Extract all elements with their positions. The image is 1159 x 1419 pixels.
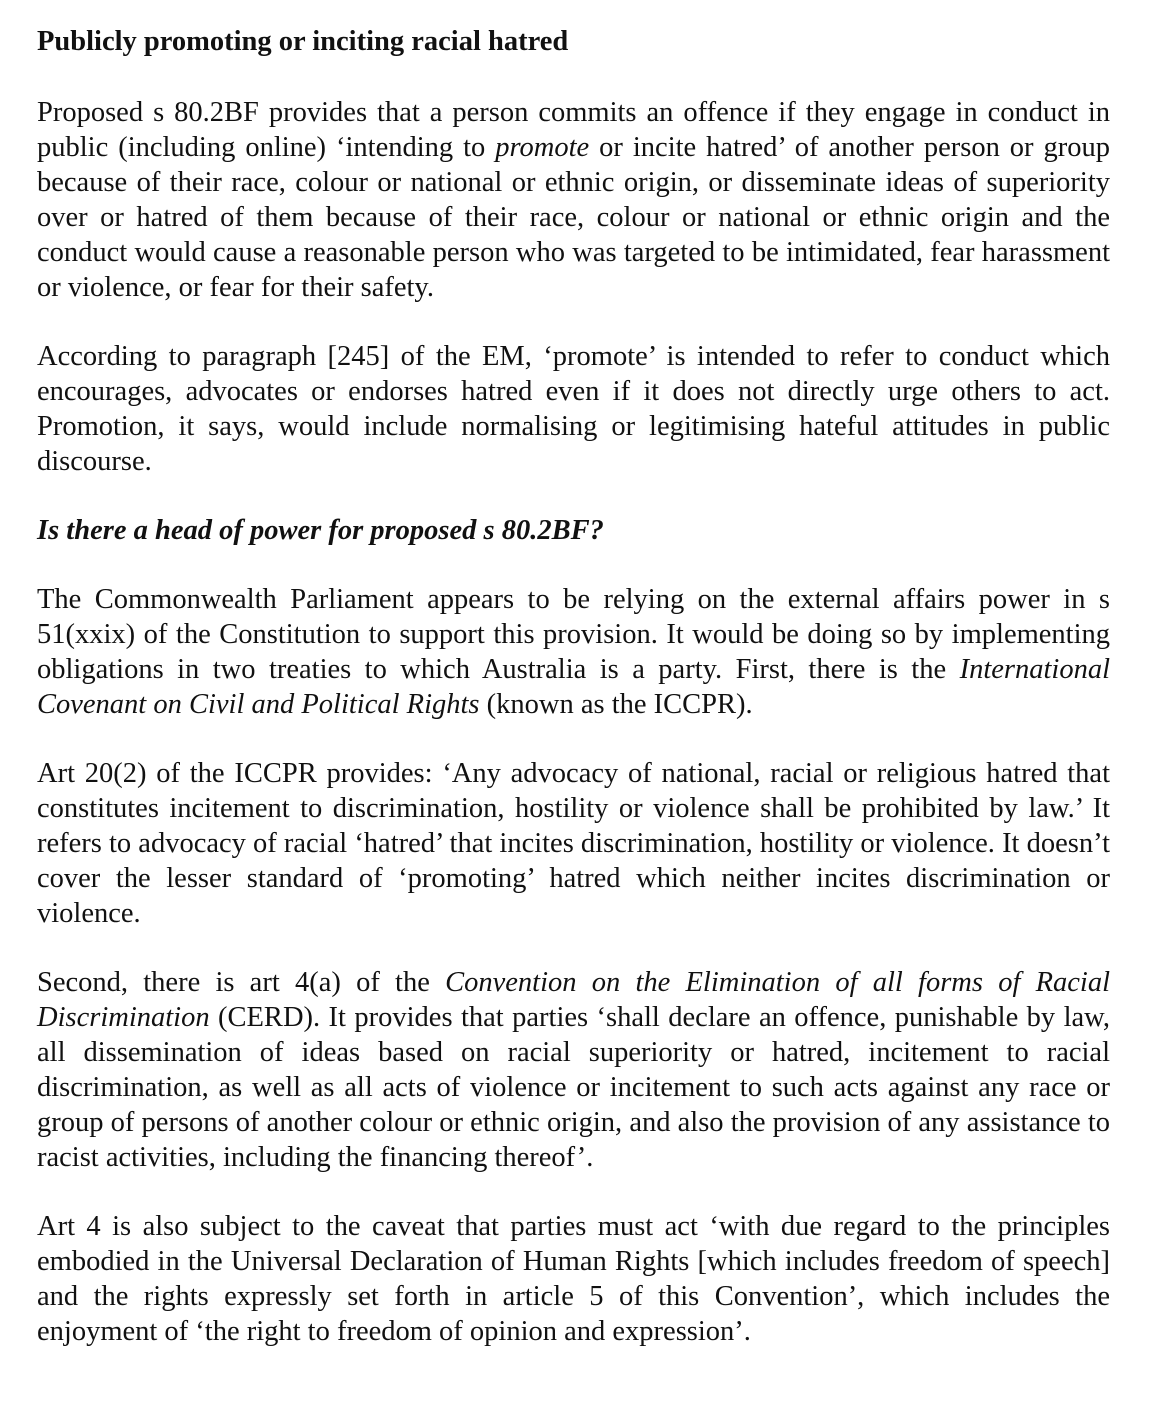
p3-text-a: The Commonwealth Parliament appears to be relying on the external affairs power in s 51(xxix) of the Constitution to support this provision. It would be doing so by implementing obligations in two treaties to which Australia is a party. First, there is the [37,584,1110,685]
p1-text-b: or incite hatred’ of another person or group because of their race, colour or national or ethnic origin, or disseminate ideas of superiority over or hatred of them because of their race, colour or national or ethnic origin and the conduct would cause a reasonable person who was targeted to be intimidated, fear harassment or violence, or fear for their safety. [37,132,1110,303]
document-page [37,22,1110,1383]
paragraph-art4-caveat: Art 4 is also subject to the caveat that parties must act ‘with due regard to the principles embodied in the Universal Declaration of Human Rights [which includes freedom of speech] and the rights expressly set forth in article 5 of this Convention’, which includes the enjoyment of ‘the right to freedom of opinion and expression’. [37,1211,1110,1347]
paragraph-external-affairs [37,582,1110,722]
paragraph-cerd-art4 [37,965,1110,1175]
paragraph-offence-definition [37,95,1110,305]
p3-treaty-title: International Covenant on Civil and Political Rights [37,654,1110,720]
subsection-heading: Is there a head of power for proposed s 80.2BF? [37,515,604,546]
paragraph-em-promote: According to paragraph [245] of the EM, ‘promote’ is intended to refer to conduct which encourages, advocates or endorses hatred even if it does not directly urge others to act. Promotion, it says, would include normalising or legitimising hateful attitudes in public discourse. [37,341,1110,477]
paragraph-iccpr-art20: Art 20(2) of the ICCPR provides: ‘Any advocacy of national, racial or religious hatred that constitutes incitement to discrimination, hostility or violence shall be prohibited by law.’ It refers to advocacy of racial ‘hatred’ that incites discrimination, hostility or violence. It doesn’t cover the lesser standard of ‘promoting’ hatred which neither incites discrimination or violence. [37,758,1110,929]
section-heading: Publicly promoting or inciting racial hatred [37,26,569,57]
p3-text-b: (known as the ICCPR). [479,689,753,720]
p1-emphasis: promote [495,132,590,163]
p5-text-a: Second, there is art 4(a) of the [37,967,446,998]
p1-text-a: Proposed s 80.2BF provides that a person commits an offence if they engage in conduct in public (including online) ‘intending to [37,97,1110,163]
p5-treaty-title: Convention on the Elimination of all forms of Racial Discrimination [37,967,1110,1033]
p5-text-b: (CERD). It provides that parties ‘shall declare an offence, punishable by law, all dissemination of ideas based on racial superiority or hatred, incitement to racial discrimination, as well as all acts of violence or incitement to such acts against any race or group of persons of another colour or ethnic origin, and also the provision of any assistance to racist activities, including the financing thereof’. [37,1002,1110,1173]
